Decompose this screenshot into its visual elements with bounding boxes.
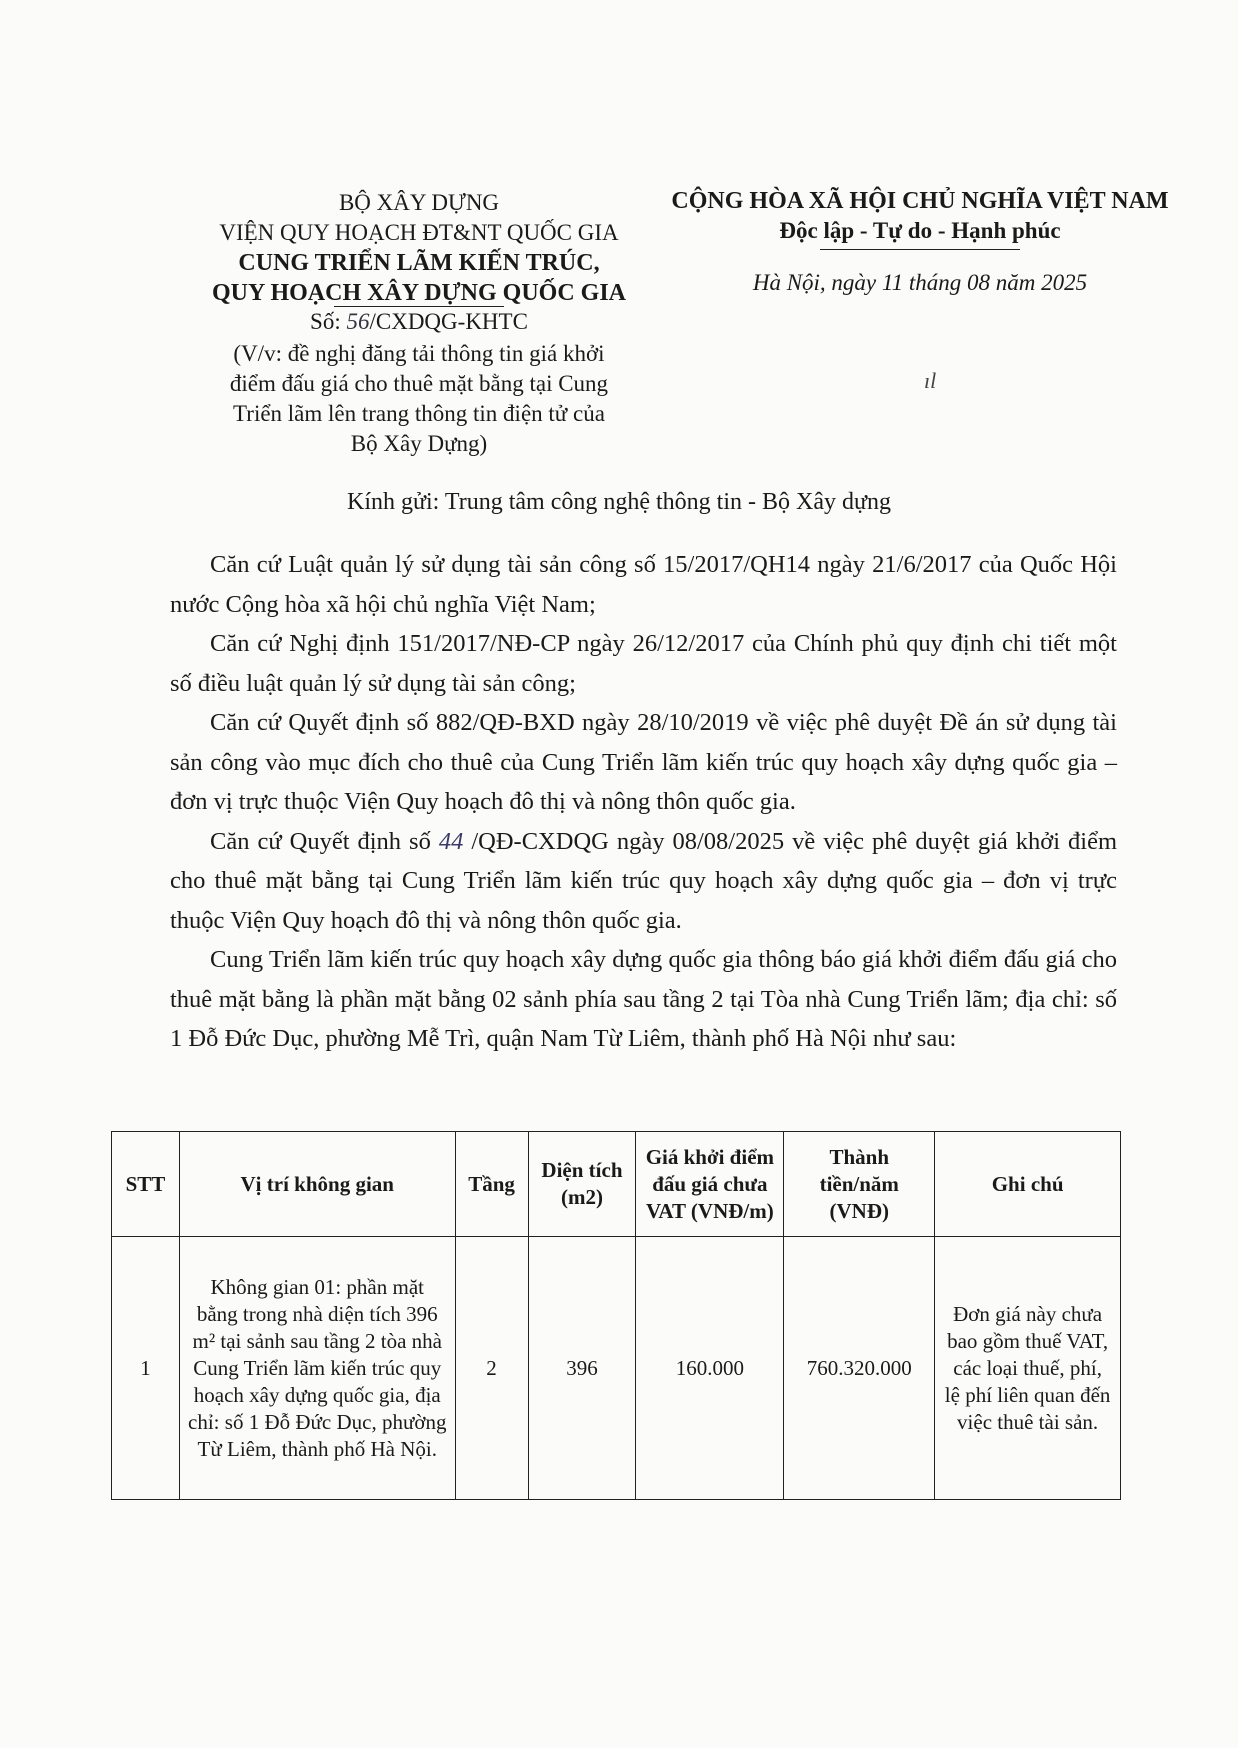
document-number-prefix: Số: (310, 309, 341, 334)
header-total: Thành tiền/năm (VNĐ) (784, 1132, 935, 1237)
organization-line-1: CUNG TRIỂN LÃM KIẾN TRÚC, (238, 250, 600, 276)
cell-area: 396 (528, 1237, 636, 1500)
document-number (185, 307, 653, 337)
subject-block (185, 339, 653, 459)
national-motto: Độc lập - Tự do - Hạnh phúc (779, 218, 1061, 243)
subject-line-2: điểm đấu giá cho thuê mặt bằng tại Cung (229, 371, 609, 396)
country-name: CỘNG HÒA XÃ HỘI CHỦ NGHĨA VIỆT NAM (671, 188, 1169, 214)
ministry-name: BỘ XÂY DỰNG (338, 190, 500, 215)
paragraph-1: Căn cứ Luật quản lý sử dụng tài sản công số 15/2017/QH14 ngày 21/6/2017 của Quốc Hội nước Cộng hòa xã hội chủ nghĩa Việt Nam; (170, 551, 1117, 618)
letter-body (170, 545, 1117, 1059)
handwritten-mark: ıl (924, 368, 937, 393)
institute-name: VIỆN QUY HOẠCH ĐT&NT QUỐC GIA (219, 220, 619, 245)
subject-line-4: Bộ Xây Dựng) (350, 431, 488, 456)
header-location: Vị trí không gian (179, 1132, 455, 1237)
cell-price: 160.000 (636, 1237, 784, 1500)
recipient-line: Kính gửi: Trung tâm công nghệ thông tin - Bộ Xây dựng (346, 489, 891, 515)
paragraph-4-start: Căn cứ Quyết định số (210, 827, 439, 855)
header-floor: Tầng (455, 1132, 528, 1237)
paragraph-2: Căn cứ Nghị định 151/2017/NĐ-CP ngày 26/12/2017 của Chính phủ quy định chi tiết một số điều luật quản lý sử dụng tài sản công; (170, 630, 1117, 697)
cell-note: Đơn giá này chưa bao gồm thuế VAT, các loại thuế, phí, lệ phí liên quan đến việc thuê tài sản. (935, 1237, 1121, 1500)
header-area: Diện tích (m2) (528, 1132, 636, 1237)
paragraph-5: Cung Triển lãm kiến trúc quy hoạch xây dựng quốc gia thông báo giá khởi điểm đấu giá cho thuê mặt bằng là phần mặt bằng 02 sảnh phía sau tầng 2 tại Tòa nhà Cung Triển lãm; địa chỉ: số 1 Đỗ Đức Dục, phường Mễ Trì, quận Nam Từ Liêm, thành phố Hà Nội như sau: (170, 946, 1117, 1052)
sender-header (185, 188, 653, 459)
header-stt: STT (112, 1132, 180, 1237)
document-number-suffix: /CXDQG-KHTC (369, 309, 528, 334)
motto-underline (820, 249, 1020, 250)
paragraph-4-end: /QĐ-CXDQG ngày 08/08/2025 về việc phê duyệt giá khởi điểm cho thuê mặt bằng tại Cung Triển lãm kiến trúc quy hoạch xây dựng quốc gia – đơn vị trực thuộc Viện Quy hoạch đô thị và nông thôn quốc gia. (170, 827, 1118, 934)
table-row (112, 1237, 1121, 1500)
cell-floor: 2 (455, 1237, 528, 1500)
document-number-handwritten: 56 (346, 309, 370, 334)
decision-number-handwritten: 44 (438, 827, 464, 855)
header-note: Ghi chú (935, 1132, 1121, 1237)
paragraph-3: Căn cứ Quyết định số 882/QĐ-BXD ngày 28/10/2019 về việc phê duyệt Đề án sử dụng tài sản công vào mục đích cho thuê của Cung Triển lãm kiến trúc quy hoạch xây dựng quốc gia – đơn vị trực thuộc Viện Quy hoạch đô thị và nông thôn quốc gia. (170, 709, 1117, 815)
cell-location: Không gian 01: phần mặt bằng trong nhà diện tích 396 m² tại sảnh sau tầng 2 tòa nhà Cung Triển lãm kiến trúc quy hoạch xây dựng quốc gia, địa chỉ: số 1 Đỗ Đức Dục, phường Từ Liêm, thành phố Hà Nội. (179, 1237, 455, 1500)
document-date: Hà Nội, ngày 11 tháng 08 năm 2025 (752, 270, 1088, 295)
cell-stt: 1 (112, 1237, 180, 1500)
price-table (111, 1131, 1121, 1500)
subject-line-3: Triển lãm lên trang thông tin điện tử của (233, 401, 605, 426)
paragraph-4 (170, 822, 1117, 941)
organization-line-2: QUY HOẠCH XÂY DỰNG QUỐC GIA (212, 280, 626, 306)
header-price: Giá khởi điểm đấu giá chưa VAT (VNĐ/m) (636, 1132, 784, 1237)
cell-total: 760.320.000 (784, 1237, 935, 1500)
national-header (640, 186, 1200, 298)
table-header-row (112, 1132, 1121, 1237)
subject-line-1: (V/v: đề nghị đăng tải thông tin giá khởi (233, 341, 605, 366)
